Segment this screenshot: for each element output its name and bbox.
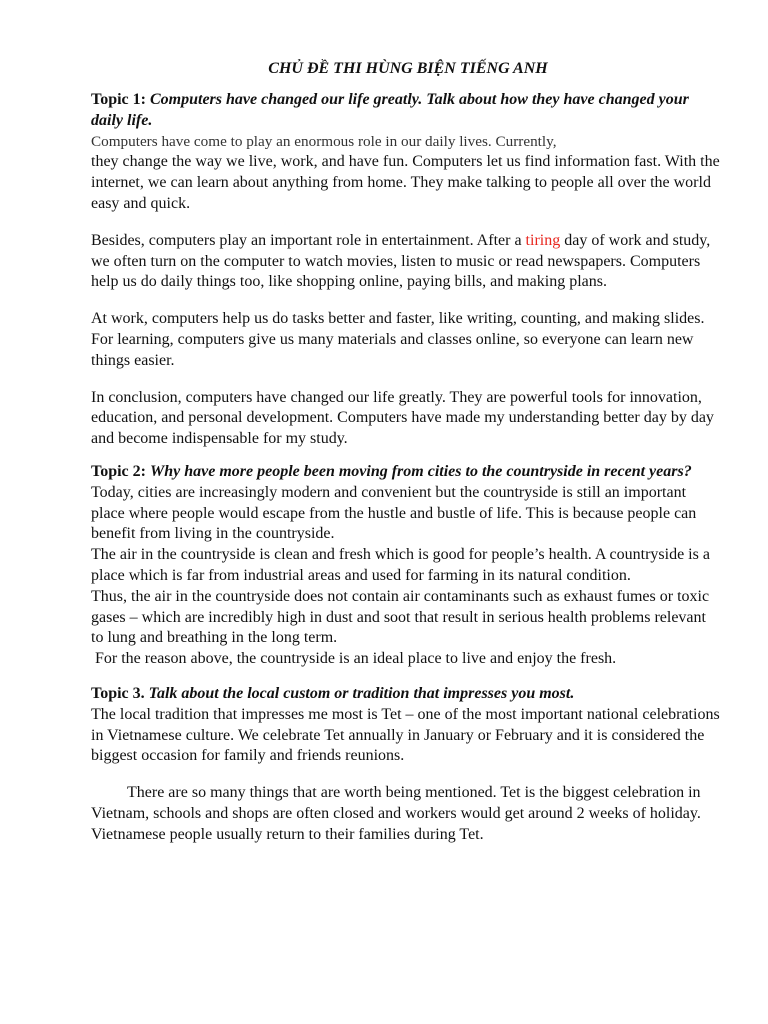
topic-1-intro-line: Computers have come to play an enormous role in our daily lives. Currently, — [91, 132, 557, 150]
topic-1-p2-start: Besides, computers play an important role in entertainment. After a — [91, 231, 526, 249]
topic-1-heading — [91, 90, 721, 132]
topic-1-section — [91, 90, 721, 450]
topic-1-p2-end: day of work and study, we often turn on the computer to watch movies, listen to music or read newspapers. Computers help us do daily things too, like shopping online, paying bills, and making plans. — [91, 231, 711, 291]
topic-2-heading — [91, 462, 721, 483]
topic-2-label: Topic 2: — [91, 462, 150, 480]
topic-1-paragraph-1: they change the way we live, work, and have fun. Computers let us find information fast. With the internet, we can learn about anything from home. They make talking to people all over the world easy and quick. — [91, 153, 720, 212]
topic-1-paragraph-3: At work, computers help us do tasks better and faster, like writing, counting, and making slides. For learning, computers give us many materials and classes online, so everyone can learn new things easier. — [91, 310, 705, 369]
topic-2-paragraph-2: The air in the countryside is clean and fresh which is good for people’s health. A countryside is a place which is far from industrial areas and used for farming in its natural condition. — [91, 546, 710, 584]
topic-2-paragraph-1: Today, cities are increasingly modern and convenient but the countryside is still an important place where people would escape from the hustle and bustle of life. This is because people can benefit from living in the countryside. — [91, 483, 697, 543]
highlighted-word: tiring — [525, 231, 561, 249]
topic-1-paragraph-2 — [91, 231, 721, 293]
document-title: CHỦ ĐỀ THI HÙNG BIỆN TIẾNG ANH — [268, 60, 548, 77]
topic-1-question: Computers have changed our life greatly. Talk about how they have changed your daily life. — [91, 91, 689, 129]
topic-2-section — [91, 462, 721, 670]
document-page — [91, 58, 721, 846]
topic-3-heading — [91, 684, 721, 705]
topic-1-label: Topic 1: — [91, 91, 150, 108]
topic-3-question: Talk about the local custom or tradition that impresses you most. — [148, 684, 575, 702]
topic-3-paragraph-2: There are so many things that are worth being mentioned. Tet is the biggest celebration in Vietnam, schools and shops are often closed and workers would get around 2 weeks of holiday. Vietnamese people usually return to their families during Tet. — [91, 784, 701, 843]
topic-3-paragraph-1: The local tradition that impresses me most is Tet – one of the most important national celebrations in Vietnamese culture. We celebrate Tet annually in January or February and it is considered the biggest occasion for family and friends reunions. — [91, 705, 720, 765]
topic-3-label: Topic 3. — [91, 684, 149, 702]
topic-2-question: Why have more people been moving from cities to the countryside in recent years? — [149, 462, 692, 480]
topic-3-section — [91, 684, 721, 846]
topic-2-paragraph-4: For the reason above, the countryside is an ideal place to live and enjoy the fresh. — [91, 650, 617, 668]
topic-2-paragraph-3: Thus, the air in the countryside does not contain air contaminants such as exhaust fumes or toxic gases – which are incredibly high in dust and soot that result in serious health problems relevant to lung and breathing in the long term. — [91, 587, 710, 647]
topic-1-paragraph-4: In conclusion, computers have changed our life greatly. They are powerful tools for innovation, education, and personal development. Computers have made my understanding better day by day and become indispensable for my study. — [91, 388, 714, 448]
